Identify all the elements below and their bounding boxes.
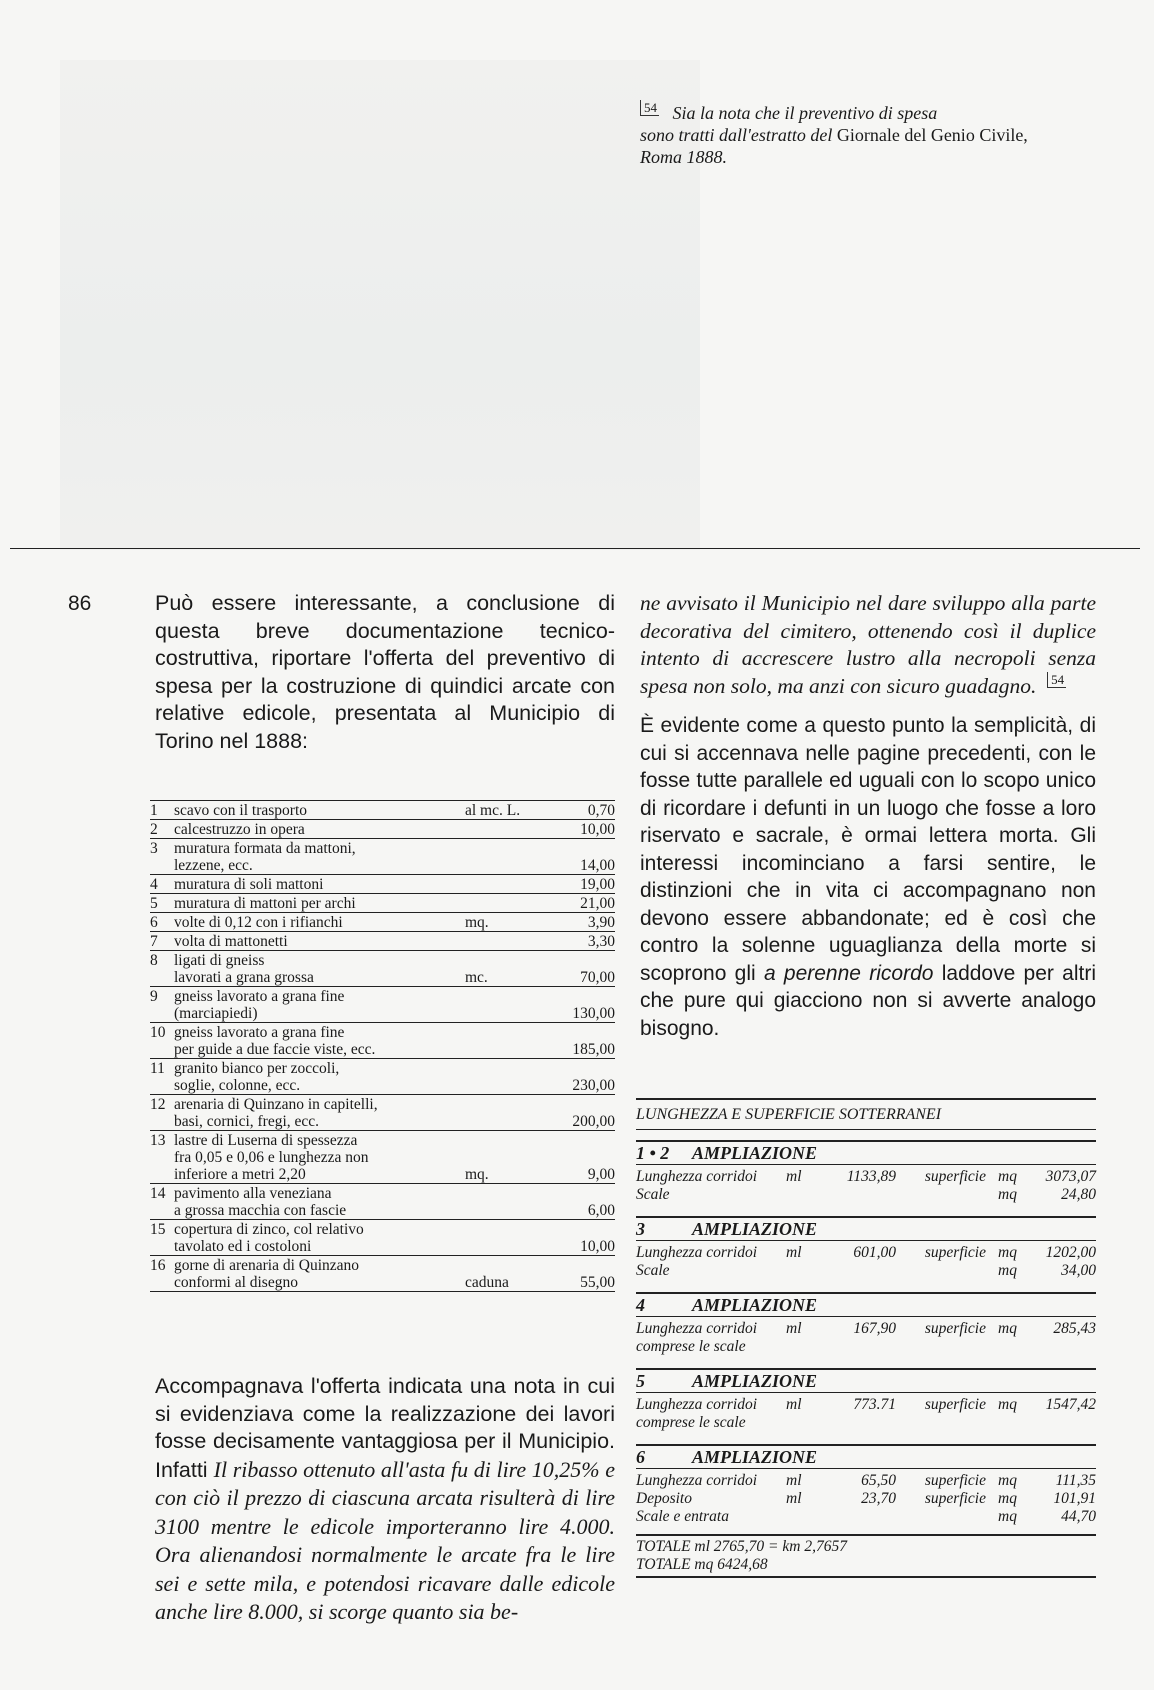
price-item-description: calcestruzzo in opera — [174, 821, 305, 838]
surfaces-table — [636, 1098, 1096, 1578]
surface-row: Lunghezza corridoi ml 601,00 superficie mq 1202,00 — [636, 1244, 1096, 1261]
price-item-unit: mc. — [465, 969, 488, 986]
after-paragraph — [155, 1373, 615, 1627]
price-item-number: 3 — [150, 840, 158, 857]
price-item-number: 16 — [150, 1257, 166, 1274]
price-item-unit: al mc. L. — [465, 802, 521, 819]
surface-row: Scale mq 34,00 — [636, 1262, 1096, 1279]
price-item-unit: mq. — [465, 1166, 489, 1183]
price-item-value: 230,00 — [572, 1077, 615, 1094]
ampliazione-header: 4 AMPLIAZIONE — [636, 1292, 1096, 1317]
price-item-value: 130,00 — [572, 1005, 615, 1022]
price-row — [150, 800, 615, 820]
footnote-line2-roman: Giornale del Genio Civile, — [836, 125, 1028, 145]
price-row — [150, 894, 615, 913]
price-row — [150, 839, 615, 875]
price-item-description: muratura di mattoni per archi — [174, 895, 356, 912]
price-list-table — [150, 800, 615, 1292]
ampliazione-rows — [636, 1393, 1096, 1434]
after-italic: Il ribasso ottenuto all'asta fu di lire 10,25% e con ciò il prezzo di ciascuna arcata risulterà di lire 3100 mentre le edicole importeranno lire 4.000. Ora alienandosi normalmente le arcate fra le lire sei e sette mila, e potendosi ricavare dalle edicole anche lire 8.000, si scorge quanto sia be- — [155, 1456, 615, 1624]
price-row — [150, 1220, 615, 1256]
separator-rule — [10, 548, 1140, 549]
price-item-value: 200,00 — [572, 1113, 615, 1130]
price-item-number: 14 — [150, 1185, 166, 1202]
price-item-value: 21,00 — [580, 895, 615, 912]
price-row — [150, 1131, 615, 1184]
right-paragraph-italic: a perenne ricordo — [763, 961, 934, 985]
price-item-number: 12 — [150, 1096, 166, 1113]
footnote-line3: Roma 1888. — [640, 147, 727, 167]
price-row — [150, 820, 615, 839]
price-item-number: 2 — [150, 821, 158, 838]
footnote-ref: 54 — [640, 100, 659, 116]
footnote-line1: Sia la nota che il preventivo di spesa — [672, 103, 938, 123]
surface-row: Deposito ml 23,70 superficie mq 101,91 — [636, 1490, 1096, 1507]
ampliazione-rows — [636, 1241, 1096, 1282]
total-mq: TOTALE mq 6424,68 — [636, 1556, 768, 1573]
price-item-number: 11 — [150, 1060, 165, 1077]
price-item-description: copertura di zinco, col relativo tavolato ed i costoloni — [174, 1221, 364, 1255]
price-item-value: 55,00 — [580, 1274, 615, 1291]
left-column — [155, 590, 615, 755]
price-item-number: 15 — [150, 1221, 166, 1238]
footnote-line2-italic: sono tratti dall'estratto del — [640, 125, 833, 145]
price-item-description: ligati di gneiss lavorati a grana grossa — [174, 952, 314, 986]
price-item-description: granito bianco per zoccoli, soglie, colonne, ecc. — [174, 1060, 340, 1094]
background-photo-faded — [60, 60, 700, 550]
price-item-number: 1 — [150, 802, 158, 819]
surface-row: Lunghezza corridoi ml 773.71 superficie mq 1547,42 — [636, 1396, 1096, 1413]
price-item-number: 7 — [150, 933, 158, 950]
price-item-description: gorne di arenaria di Quinzano conformi al disegno — [174, 1257, 360, 1291]
price-item-description: volte di 0,12 con i rifianchi — [174, 914, 343, 931]
after-roman: Accompagnava l'offerta indicata una nota in cui si evidenziava come la realizzazione dei lavori fosse decisamente vantaggiosa per il Municipio. Infatti — [155, 1374, 615, 1482]
price-row — [150, 1256, 615, 1292]
price-item-number: 13 — [150, 1132, 166, 1149]
ampliazione-header: 5 AMPLIAZIONE — [636, 1368, 1096, 1393]
right-column — [640, 590, 1096, 1042]
footnote — [640, 102, 1110, 168]
surface-row: Scale e entrata mq 44,70 — [636, 1508, 1096, 1525]
surface-row: comprese le scale — [636, 1338, 746, 1355]
price-item-value: 0,70 — [587, 802, 615, 819]
ampliazione-header: 6 AMPLIAZIONE — [636, 1444, 1096, 1469]
price-item-description: volta di mattonetti — [174, 933, 288, 950]
surface-row: Lunghezza corridoi ml 65,50 superficie mq 111,35 — [636, 1472, 1096, 1489]
price-item-description: pavimento alla veneziana a grossa macchia con fascie — [174, 1185, 347, 1219]
price-item-description: gneiss lavorato a grana fine (marciapiedi) — [174, 988, 345, 1022]
price-item-number: 5 — [150, 895, 158, 912]
price-row — [150, 932, 615, 951]
right-paragraph-b: laddove per altri che pure qui giacciono non si avverte analogo bisogno. — [640, 961, 1097, 1040]
right-paragraph-a: È evidente come a questo punto la semplicità, di cui si accennava nelle pagine precedenti, con le fosse tutte parallele ed uguali con lo scopo unico di ricordare i defunti in un luogo che fosse a loro riservato e sacrale, è ormai lettera morta. Gli interessi incominciano a farsi sentire, le distinzioni che in vita ci accompagnano non devono essere abbandonate; ed è così che contro la solenne uguaglianza della morte si scoprono gli — [640, 714, 1096, 985]
price-item-value: 9,00 — [587, 1166, 615, 1183]
price-row — [150, 1184, 615, 1220]
price-item-number: 8 — [150, 952, 158, 969]
price-item-unit: caduna — [465, 1274, 509, 1291]
price-item-value: 185,00 — [572, 1041, 615, 1058]
price-item-number: 9 — [150, 988, 158, 1005]
ampliazione-header: 1 • 2 AMPLIAZIONE — [636, 1140, 1096, 1165]
surface-row: comprese le scale — [636, 1414, 746, 1431]
total-ml: TOTALE ml 2765,70 = km 2,7657 — [636, 1538, 847, 1555]
ampliazione-header: 3 AMPLIAZIONE — [636, 1216, 1096, 1241]
ampliazione-rows — [636, 1469, 1096, 1528]
price-item-description: scavo con il trasporto — [174, 802, 308, 819]
price-item-value: 10,00 — [580, 821, 615, 838]
price-item-value: 14,00 — [580, 857, 615, 874]
price-item-value: 70,00 — [580, 969, 615, 986]
surface-row: Lunghezza corridoi ml 167,90 superficie mq 285,43 — [636, 1320, 1096, 1337]
price-item-value: 3,30 — [587, 933, 615, 950]
price-row — [150, 987, 615, 1023]
price-row — [150, 1023, 615, 1059]
price-item-description: arenaria di Quinzano in capitelli, basi, cornici, fregi, ecc. — [174, 1096, 378, 1130]
price-item-value: 19,00 — [580, 876, 615, 893]
price-item-description: muratura formata da mattoni, lezzene, ecc. — [174, 840, 356, 874]
surface-row: Scale mq 24,80 — [636, 1186, 1096, 1203]
price-item-description: gneiss lavorato a grana fine per guide a due faccie viste, ecc. — [174, 1024, 376, 1058]
price-row — [150, 951, 615, 987]
price-item-unit: mq. — [465, 914, 489, 931]
price-row — [150, 1059, 615, 1095]
price-item-value: 10,00 — [580, 1238, 615, 1255]
page-number: 86 — [68, 592, 92, 615]
price-item-number: 4 — [150, 876, 158, 893]
price-item-description: lastre di Luserna di spessezza fra 0,05 e 0,06 e lunghezza non inferiore a metri 2,20 — [174, 1132, 369, 1183]
price-row — [150, 875, 615, 894]
price-item-number: 10 — [150, 1024, 166, 1041]
price-item-value: 3,90 — [587, 914, 615, 931]
surface-row: Lunghezza corridoi ml 1133,89 superficie mq 3073,07 — [636, 1168, 1096, 1185]
surfaces-totals — [636, 1534, 1096, 1578]
intro-paragraph: Può essere interessante, a conclusione di questa breve documentazione tecnico-costruttiva, riportare l'offerta del preventivo di spesa per la costruzione di quindici arcate con relative edicole, presentata al Municipio di Torino nel 1888: — [155, 591, 615, 753]
ampliazione-rows — [636, 1317, 1096, 1358]
price-item-number: 6 — [150, 914, 158, 931]
surfaces-title: LUNGHEZZA E SUPERFICIE SOTTERRANEI — [636, 1098, 1096, 1130]
price-item-description: muratura di soli mattoni — [174, 876, 324, 893]
price-item-value: 6,00 — [587, 1202, 615, 1219]
ampliazione-rows — [636, 1165, 1096, 1206]
right-italic-paragraph: ne avvisato il Municipio nel dare sviluppo alla parte decorativa del cimitero, ottenendo così il duplice intento di accrescere lustro alla necropoli senza spesa non solo, ma anzi con sicuro guadagno. — [640, 591, 1096, 698]
price-row — [150, 1095, 615, 1131]
right-ref: 54 — [1047, 672, 1066, 688]
price-row — [150, 913, 615, 932]
surfaces-blocks — [636, 1140, 1096, 1528]
